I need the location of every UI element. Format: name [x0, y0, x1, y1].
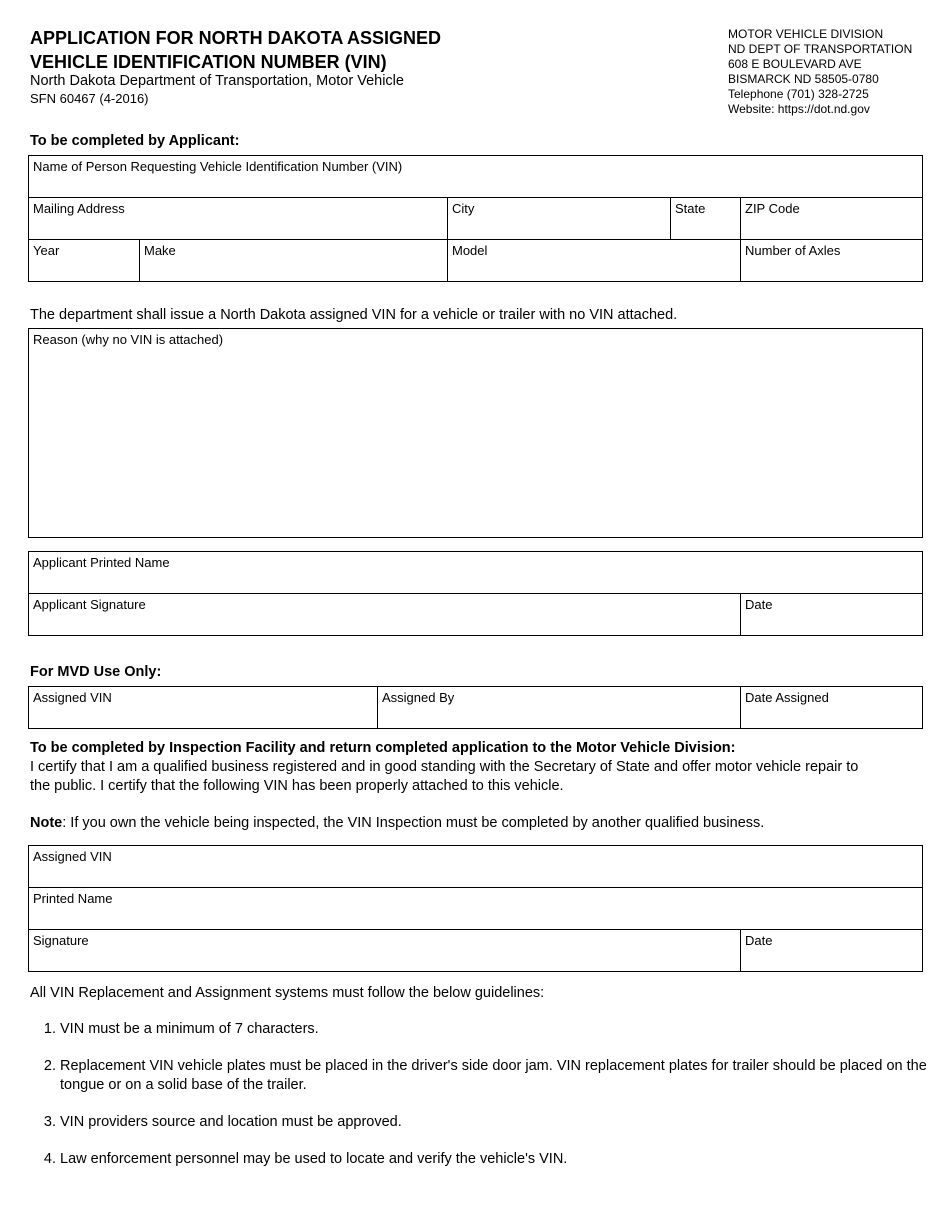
mailing-address-label: Mailing Address	[33, 201, 125, 216]
inspection-assigned-vin-label: Assigned VIN	[33, 849, 112, 864]
model-field[interactable]	[448, 240, 741, 282]
form-subtitle: North Dakota Department of Transportation, Motor Vehicle	[30, 73, 404, 89]
inspection-table	[28, 845, 923, 972]
year-label: Year	[33, 243, 60, 258]
reason-label: Reason (why no VIN is attached)	[33, 332, 224, 347]
date-assigned-label: Date Assigned	[745, 690, 829, 705]
address-line: Telephone (701) 328-2725	[728, 87, 869, 101]
inspection-signature-field[interactable]	[29, 930, 741, 972]
certify-line-1: I certify that I am a qualified business registered and in good standing with the Secretary of State and offer motor vehicle repair to	[30, 759, 859, 775]
applicant-printed-name-label: Applicant Printed Name	[33, 555, 170, 570]
assigned-by-label: Assigned By	[382, 690, 455, 705]
date-assigned-field[interactable]	[741, 687, 923, 729]
state-label: State	[675, 201, 706, 216]
reason-field[interactable]	[29, 329, 923, 538]
zip-code-label: ZIP Code	[745, 201, 800, 216]
mvd-assigned-vin-label: Assigned VIN	[33, 690, 112, 705]
applicant-date-field[interactable]	[741, 594, 923, 636]
applicant-signature-table	[28, 551, 923, 636]
applicant-date-label: Date	[745, 597, 773, 612]
inspection-date-label: Date	[745, 933, 773, 948]
inspection-note	[30, 814, 764, 833]
address-line: ND DEPT OF TRANSPORTATION	[728, 42, 913, 56]
make-label: Make	[144, 243, 176, 258]
mvd-assigned-vin-field[interactable]	[29, 687, 378, 729]
reason-table	[28, 328, 923, 538]
form-title-line2: VEHICLE IDENTIFICATION NUMBER (VIN)	[30, 52, 387, 72]
inspection-printed-name-field[interactable]	[29, 888, 923, 930]
form-title-line1: APPLICATION FOR NORTH DAKOTA ASSIGNED	[30, 28, 441, 48]
number-of-axles-field[interactable]	[741, 240, 923, 282]
state-field[interactable]	[671, 198, 741, 240]
address-line: Website: https://dot.nd.gov	[728, 102, 870, 116]
guidelines-list	[30, 1020, 930, 1187]
applicant-vehicle-table	[28, 155, 923, 282]
inspection-assigned-vin-field[interactable]	[29, 846, 923, 888]
requester-name-field[interactable]	[29, 156, 923, 198]
applicant-section-heading: To be completed by Applicant:	[30, 133, 240, 149]
vin-issue-statement: The department shall issue a North Dakota assigned VIN for a vehicle or trailer with no VIN attached.	[30, 307, 678, 323]
certify-line-2: the public. I certify that the following VIN has been properly attached to this vehicle.	[30, 778, 564, 794]
number-of-axles-label: Number of Axles	[745, 243, 841, 258]
requester-name-label: Name of Person Requesting Vehicle Identification Number (VIN)	[33, 159, 403, 174]
make-field[interactable]	[140, 240, 448, 282]
applicant-signature-field[interactable]	[29, 594, 741, 636]
form-number: SFN 60467 (4-2016)	[30, 91, 149, 106]
guideline-item: 2. Replacement VIN vehicle plates must be placed in the driver's side door jam. VIN replacement plates for trailer should be placed on the tongue or on a solid base of the trailer.	[60, 1057, 930, 1095]
applicant-printed-name-field[interactable]	[29, 552, 923, 594]
mailing-address-field[interactable]	[29, 198, 448, 240]
inspection-section-heading: To be completed by Inspection Facility and return completed application to the Motor Vehicle Division:	[30, 740, 736, 756]
inspection-signature-label: Signature	[33, 933, 89, 948]
mvd-section-heading: For MVD Use Only:	[30, 664, 162, 680]
mvd-table	[28, 686, 923, 729]
inspection-date-field[interactable]	[741, 930, 923, 972]
city-field[interactable]	[448, 198, 671, 240]
note-label: Note	[30, 815, 63, 831]
guideline-item: 1. VIN must be a minimum of 7 characters.	[60, 1020, 930, 1039]
assigned-by-field[interactable]	[378, 687, 741, 729]
address-line: BISMARCK ND 58505-0780	[728, 72, 879, 86]
note-text: : If you own the vehicle being inspected, the VIN Inspection must be completed by another qualified business.	[62, 815, 765, 831]
guideline-item: 3. VIN providers source and location must be approved.	[60, 1113, 930, 1132]
inspection-printed-name-label: Printed Name	[33, 891, 113, 906]
address-line: MOTOR VEHICLE DIVISION	[728, 27, 884, 41]
year-field[interactable]	[29, 240, 140, 282]
zip-code-field[interactable]	[741, 198, 923, 240]
form-title	[30, 26, 441, 74]
address-line: 608 E BOULEVARD AVE	[728, 57, 862, 71]
guideline-item: 4. Law enforcement personnel may be used to locate and verify the vehicle's VIN.	[60, 1150, 930, 1169]
division-address	[728, 27, 912, 117]
city-label: City	[452, 201, 475, 216]
guidelines-intro: All VIN Replacement and Assignment systems must follow the below guidelines:	[30, 985, 545, 1001]
applicant-signature-label: Applicant Signature	[33, 597, 146, 612]
model-label: Model	[452, 243, 488, 258]
